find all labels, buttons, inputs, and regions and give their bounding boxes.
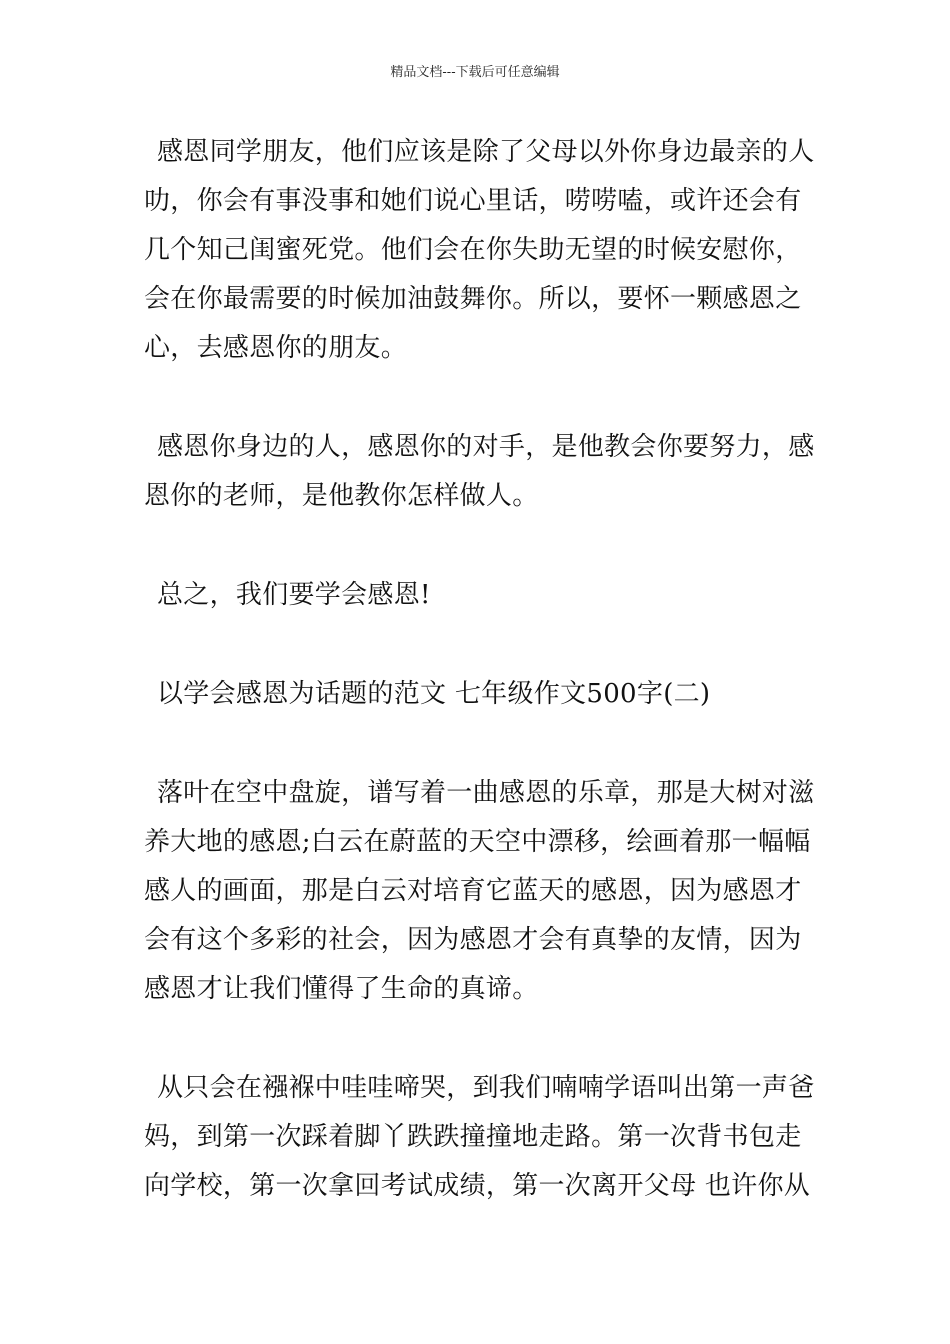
text-line: 向学校，第一次拿回考试成绩，第一次离开父母 也许你从 [144, 1171, 811, 1201]
text-line: 会在你最需要的时候加油鼓舞你。所以，要怀一颗感恩之 [144, 284, 802, 314]
text-line: 几个知己闺蜜死党。他们会在你失助无望的时候安慰你， [144, 235, 802, 265]
text-line: 感恩同学朋友，他们应该是除了父母以外你身边最亲的人 [157, 137, 815, 167]
text-line: 感恩才让我们懂得了生命的真谛。 [144, 974, 539, 1004]
text-line: 从只会在襁褓中哇哇啼哭，到我们喃喃学语叫出第一声爸 [157, 1073, 815, 1103]
text-line: 感人的画面，那是白云对培育它蓝天的感恩，因为感恩才 [144, 876, 802, 906]
document-body [144, 128, 815, 1261]
page-header: 精品文档---下载后可任意编辑 [390, 65, 560, 80]
text-line: 心，去感恩你的朋友。 [144, 333, 408, 363]
text-line: 叻，你会有事没事和她们说心里话，唠唠嗑，或许还会有 [144, 186, 802, 216]
paragraph-thank-others [144, 423, 815, 521]
text-line: 恩你的老师，是他教你怎样做人。 [144, 481, 539, 511]
text-line: 妈，到第一次踩着脚丫跌跌撞撞地走路。第一次背书包走 [144, 1122, 802, 1152]
text-line: 总之，我们要学会感恩! [157, 580, 431, 610]
paragraph-falling-leaves [144, 769, 815, 1014]
paragraph-conclusion [144, 571, 808, 620]
paragraph-growing-up [144, 1064, 815, 1211]
paragraph-thank-friends [144, 128, 815, 373]
text-line: 以学会感恩为话题的范文 七年级作文500字(二) [157, 679, 711, 709]
text-line: 会有这个多彩的社会，因为感恩才会有真挚的友情，因为 [144, 925, 802, 955]
text-line: 养大地的感恩;白云在蔚蓝的天空中漂移，绘画着那一幅幅 [144, 827, 811, 857]
text-line: 落叶在空中盘旋，谱写着一曲感恩的乐章，那是大树对滋 [157, 778, 815, 808]
text-line: 感恩你身边的人，感恩你的对手，是他教会你要努力，感 [157, 432, 815, 462]
essay-title [144, 670, 808, 719]
